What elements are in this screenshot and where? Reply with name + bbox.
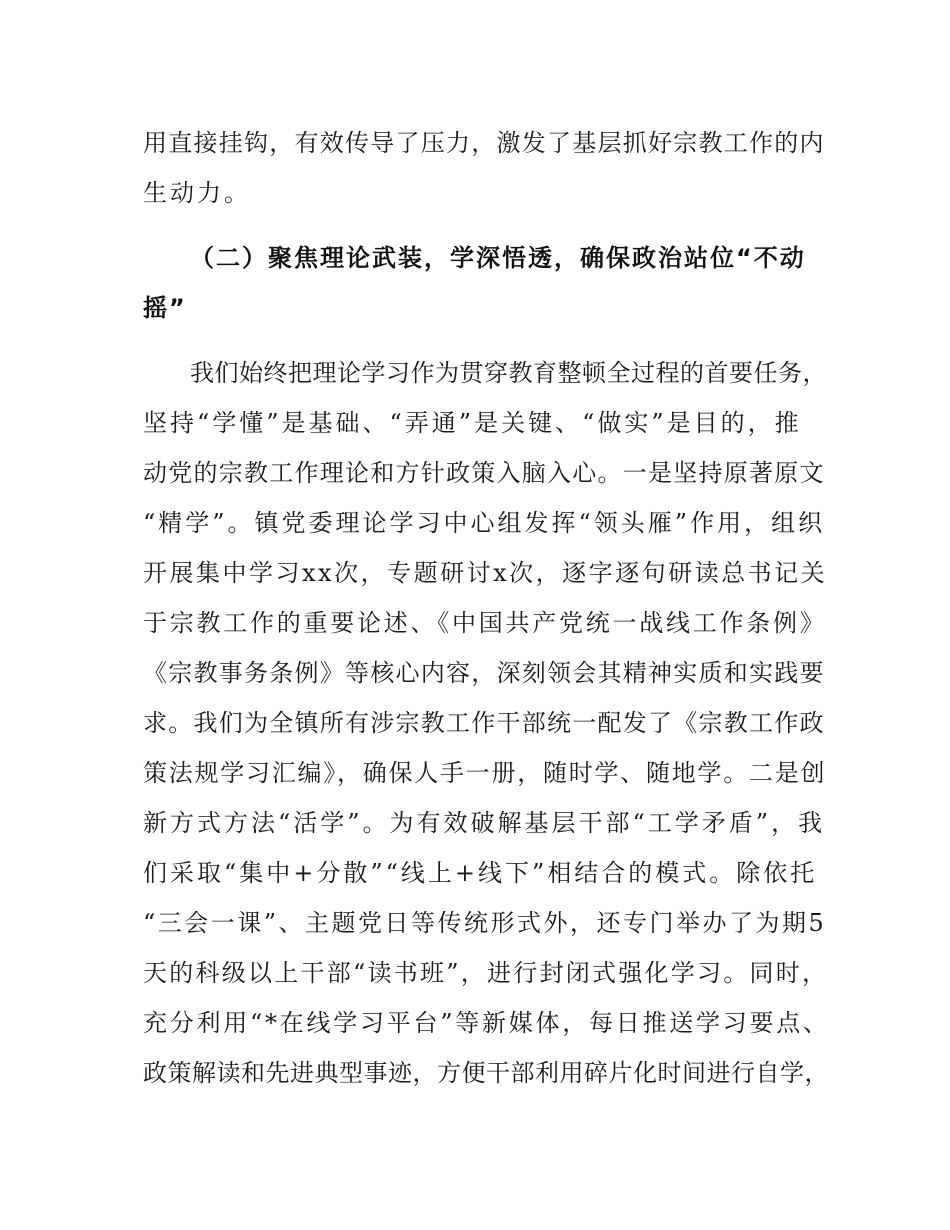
paragraph-line: 用直接挂钩，有效传导了压力，激发了基层抓好宗教工作的内: [143, 129, 825, 157]
paragraph-line: 新方式方法“活学”。为有效破解基层干部“工学矛盾”，我: [143, 809, 826, 837]
paragraph-line: 策法规学习汇编》，确保人手一册，随时学、随地学。二是创: [143, 759, 827, 787]
paragraph-line: 于宗教工作的重要论述、《中国共产党统一战线工作条例》: [143, 609, 827, 637]
paragraph-line: 《宗教事务条例》等核心内容，深刻领会其精神实质和实践要: [143, 659, 825, 687]
paragraph-line: 充分利用“*在线学习平台”等新媒体，每日推送学习要点、: [143, 1009, 830, 1037]
paragraph-line: 动党的宗教工作理论和方针政策入脑入心。一是坚持原著原文: [143, 459, 825, 487]
paragraph-line: 政策解读和先进典型事迹，方便干部利用碎片化时间进行自学，: [143, 1059, 829, 1087]
paragraph-line: “三会一课”、主题党日等传统形式外，还专门举办了为期5: [143, 909, 827, 937]
paragraph-line: 们采取“集中+分散”“线上+线下”相结合的模式。除依托: [143, 859, 818, 887]
paragraph-line: 天的科级以上干部“读书班”，进行封闭式强化学习。同时，: [143, 959, 829, 987]
paragraph-line: 开展集中学习xx次，专题研讨x次，逐字逐句研读总书记关: [143, 559, 828, 587]
paragraph-line: “精学”。镇党委理论学习中心组发挥“领头雁”作用，组织: [143, 509, 826, 537]
paragraph-line: 求。我们为全镇所有涉宗教工作干部统一配发了《宗教工作政: [143, 709, 825, 737]
paragraph-line: 生动力。: [143, 179, 251, 207]
paragraph-line: 坚持“学懂”是基础、“弄通”是关键、“做实”是目的，推: [143, 409, 802, 437]
section-heading-continued: 摇”: [143, 294, 187, 322]
section-heading: （二）聚焦理论武装，学深悟透，确保政治站位“不动: [190, 244, 806, 272]
paragraph-line: 我们始终把理论学习作为贯穿教育整顿全过程的首要任务，: [190, 359, 827, 387]
